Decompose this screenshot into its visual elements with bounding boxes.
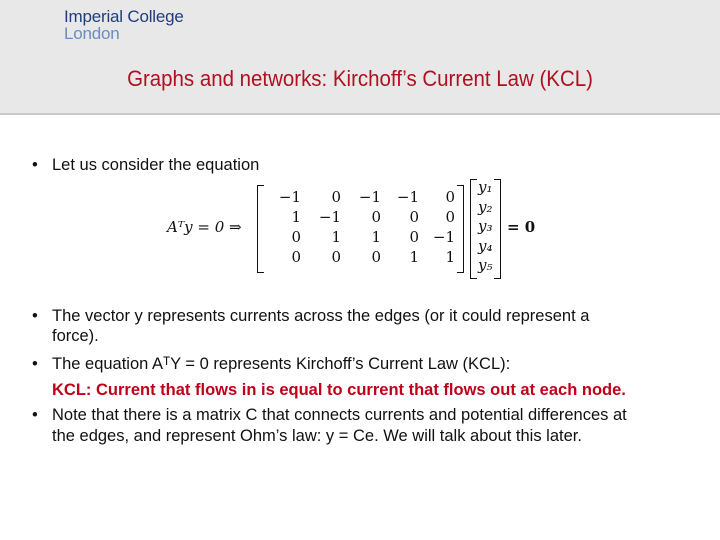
matrix-cell: 1 xyxy=(331,228,341,246)
vector-left-bracket xyxy=(470,179,477,279)
matrix-cell: 0 xyxy=(445,208,455,226)
matrix-cell: 0 xyxy=(291,248,301,266)
bullet-4-line-1: Note that there is a matrix C that connects currents and potential differences at xyxy=(52,406,627,424)
matrix-cell: 1 xyxy=(445,248,455,266)
equation-rhs: = 0 xyxy=(507,218,536,236)
matrix-cell: 0 xyxy=(445,188,455,206)
bullet-2-line-2: force). xyxy=(52,327,99,345)
vector-right-bracket xyxy=(494,179,501,279)
matrix-cell: −1 xyxy=(432,228,455,246)
bullet-4-line-2: the edges, and represent Ohm’s law: y = Ce. We will talk about this later. xyxy=(52,427,582,445)
matrix-cell: 0 xyxy=(331,248,341,266)
logo-line-1: Imperial College xyxy=(64,7,184,26)
matrix-cell: −1 xyxy=(358,188,381,206)
imperial-logo xyxy=(64,8,184,42)
vector-entry: y₁ xyxy=(478,178,493,196)
bullet-dot: • xyxy=(32,406,38,424)
kcl-equation xyxy=(167,179,567,279)
vector-entry: y₅ xyxy=(478,256,493,274)
bullet-dot: • xyxy=(32,307,38,325)
matrix-cell: 0 xyxy=(291,228,301,246)
matrix-cell: 0 xyxy=(331,188,341,206)
vector-entry: y₂ xyxy=(478,197,493,216)
matrix-cell: 0 xyxy=(409,208,419,226)
slide-title: Graphs and networks: Kirchoff’s Current Law (KCL) xyxy=(127,66,593,91)
bullet-2-line-1: The vector y represents currents across the edges (or it could represent a xyxy=(52,307,590,325)
matrix-cell: 1 xyxy=(291,208,301,226)
bullet-dot: • xyxy=(32,156,38,174)
matrix-cell: 0 xyxy=(371,248,381,266)
bullet-dot: • xyxy=(32,355,38,373)
matrix-cell: −1 xyxy=(396,188,419,206)
slide-header xyxy=(0,0,720,115)
bullet-1-text: Let us consider the equation xyxy=(52,156,260,174)
equation-lhs: Aᵀy = 0 ⇒ xyxy=(167,218,242,236)
matrix-right-bracket xyxy=(457,185,464,273)
matrix-cell: 1 xyxy=(409,248,419,266)
matrix-cell: 0 xyxy=(409,228,419,246)
kcl-statement: KCL: Current that flows in is equal to current that flows out at each node. xyxy=(52,381,626,399)
matrix-cell: −1 xyxy=(318,208,341,226)
matrix-cell: 1 xyxy=(371,228,381,246)
matrix-cell: 0 xyxy=(371,208,381,226)
bullet-3-text: The equation AᵀY = 0 represents Kirchoff’s Current Law (KCL): xyxy=(52,355,511,373)
logo-line-2: London xyxy=(64,24,120,43)
matrix-left-bracket xyxy=(257,185,264,273)
vector-entry: y₄ xyxy=(478,236,493,255)
matrix-cell: −1 xyxy=(278,188,301,206)
vector-entry: y₃ xyxy=(478,217,493,235)
